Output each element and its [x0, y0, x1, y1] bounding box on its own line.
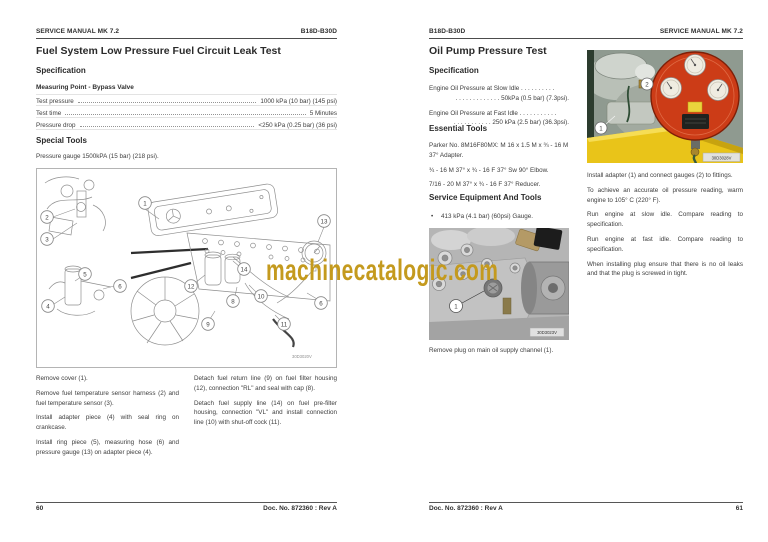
watermark-text: machinecatalogic.com [266, 254, 499, 287]
paragraph: Install adapter piece (4) with seal ring on crankcase. [36, 414, 179, 432]
spec-label: Test pressure [36, 98, 74, 105]
bw-photo-caption: Remove plug on main oil supply channel (1). [429, 347, 554, 354]
callout-1-marker [139, 197, 152, 210]
paragraph: Install adapter (1) and connect gauges (2) to fittings. [587, 172, 733, 179]
figure-code: 30D3020V [292, 354, 312, 359]
paragraph: Remove cover (1). [36, 375, 88, 382]
footer-rule [36, 502, 337, 503]
callout-9-marker [202, 318, 215, 331]
service-equipment-text: 413 kPa (4.1 bar) (60psi) Gauge. [441, 213, 534, 220]
callout-14-marker [238, 263, 251, 276]
callout-8-marker [227, 295, 240, 308]
svg-text:1: 1 [454, 303, 458, 311]
callout-13-marker [318, 215, 331, 228]
dotted-leader [80, 126, 255, 127]
spec-entry-line2: . . . . . . . . . . . . . 50kPa (0.5 bar) (7.3psi). [455, 94, 569, 102]
spec-entry-line1: Engine Oil Pressure at Slow Idle . . . . . . . . . . [429, 85, 555, 92]
callout-1-marker [450, 300, 463, 313]
paragraph: Remove fuel temperature sensor harness (2) and fuel temperature sensor (3). [36, 389, 179, 407]
spec-row [36, 118, 337, 130]
callout-6-marker [114, 280, 127, 293]
essential-tools-heading: Essential Tools [429, 124, 488, 133]
spec-row [36, 94, 337, 106]
page-title: Fuel System Low Pressure Fuel Circuit Leak Test [36, 45, 281, 57]
tool-item: Parker No. 8M16F80MX: M 16 x 1.5 M x ¾ - 16 M 37° Adapter. [429, 142, 569, 159]
footer-rule [429, 502, 743, 503]
svg-text:2: 2 [45, 214, 49, 222]
paragraph: Detach fuel supply line (14) on fuel pre-filter housing, connection "VL" and install connection line (10) with shut-off cock (11). [194, 399, 337, 427]
callout-4-marker [42, 300, 55, 313]
spec-entry-line2: . . . . . . . . . . . 250 kPa (2.5 bar) (36.3psi). [453, 119, 569, 127]
footer-doc-number: Doc. No. 872360 : Rev A [263, 505, 337, 512]
svg-text:12: 12 [187, 283, 195, 291]
figure-code: 30D3028V [711, 155, 732, 161]
page-title: Oil Pump Pressure Test [429, 45, 547, 57]
callout-12-marker [185, 280, 198, 293]
svg-text:9: 9 [206, 321, 210, 329]
paragraph: Detach fuel return line (9) on fuel filter housing (12), connection "RL" and seal with cap (8). [194, 375, 337, 392]
spec-value: 5 Minutes [309, 110, 337, 117]
svg-text:1: 1 [599, 125, 603, 133]
service-equipment-heading: Service Equipment And Tools [429, 193, 542, 202]
svg-text:10: 10 [257, 293, 265, 301]
bullet-icon: • [431, 213, 434, 220]
page-footer [36, 505, 337, 512]
gauge-panel-photo [587, 50, 743, 163]
callout-11-marker [278, 318, 291, 331]
svg-text:2: 2 [645, 81, 649, 89]
callout-2-marker [641, 78, 653, 90]
specification-heading: Specification [36, 66, 86, 75]
spec-value: 1000 kPa (10 bar) (145 psi) [260, 98, 337, 105]
measuring-point-heading: Measuring Point - Bypass Valve [36, 84, 337, 95]
header-right-text: B18D-B30D [300, 28, 337, 35]
callout-6b-marker [315, 297, 328, 310]
page-header [36, 28, 337, 39]
paragraph: To achieve an accurate oil pressure reading, warm engine to 105° C (220° F). [587, 186, 743, 204]
paragraph: Run engine at fast idle. Compare reading to specification. [587, 235, 743, 253]
svg-text:6: 6 [118, 283, 122, 291]
instruction-paragraphs [587, 171, 743, 284]
instruction-col-1 [36, 374, 179, 463]
tool-item: 7/16 - 20 M 37° x ¾ - 16 F 37° Reducer. [429, 181, 541, 189]
specification-heading: Specification [429, 66, 479, 75]
footer-page-number: 60 [36, 505, 44, 512]
svg-text:13: 13 [320, 218, 328, 226]
instruction-columns [36, 374, 337, 463]
spec-value: <250 kPa (0.25 bar) (36 psi) [258, 122, 337, 129]
spec-row [36, 106, 337, 118]
paragraph: When installing plug ensure that there is no oil leaks and that the plug is screwed in tight. [587, 260, 743, 278]
svg-text:8: 8 [231, 298, 235, 306]
spec-entry [429, 84, 569, 104]
spec-label: Pressure drop [36, 122, 76, 129]
dotted-leader [78, 102, 257, 103]
svg-text:4: 4 [46, 303, 50, 311]
specification-table [36, 94, 337, 130]
footer-page-number: 61 [735, 505, 743, 512]
header-left-text: B18D-B30D [429, 28, 466, 35]
spec-label: Test time [36, 110, 62, 117]
right-page-right-column [587, 0, 743, 542]
instruction-col-2 [194, 374, 337, 463]
figure-code: 30D3023V [537, 330, 557, 336]
dotted-leader [65, 114, 305, 115]
paragraph: Run engine at slow idle. Compare reading to specification. [587, 211, 743, 229]
svg-text:6: 6 [319, 300, 323, 308]
callout-3-marker [41, 233, 54, 246]
spec-entry-line1: Engine Oil Pressure at Fast Idle . . . . . . . . . . . [429, 109, 557, 117]
svg-text:14: 14 [240, 266, 248, 274]
color-photo-figure [587, 50, 743, 163]
footer-doc-number: Doc. No. 872360 : Rev A [429, 505, 503, 512]
callout-10-marker [255, 290, 268, 303]
svg-text:11: 11 [280, 321, 288, 329]
paragraph: Install ring piece (5), measuring hose (6) and pressure gauge (13) on adapter piece (4). [36, 438, 179, 456]
callout-2-marker [41, 211, 54, 224]
service-equipment-item [429, 212, 569, 222]
header-right-text: SERVICE MANUAL MK 7.2 [659, 28, 743, 35]
svg-text:1: 1 [143, 200, 147, 208]
svg-text:5: 5 [83, 271, 87, 279]
tool-item: ¾ - 16 M 37° x ¾ - 16 F 37° Sw 90° Elbow. [429, 166, 549, 174]
svg-text:3: 3 [45, 236, 49, 244]
special-tools-text: Pressure gauge 1500kPA (15 bar) (218 psi). [36, 153, 159, 160]
header-left-text: SERVICE MANUAL MK 7.2 [36, 28, 120, 35]
callout-1-marker [595, 122, 607, 134]
page-footer [429, 505, 743, 512]
essential-tools-list [429, 141, 569, 195]
special-tools-heading: Special Tools [36, 136, 87, 145]
callout-5-marker [79, 268, 92, 281]
